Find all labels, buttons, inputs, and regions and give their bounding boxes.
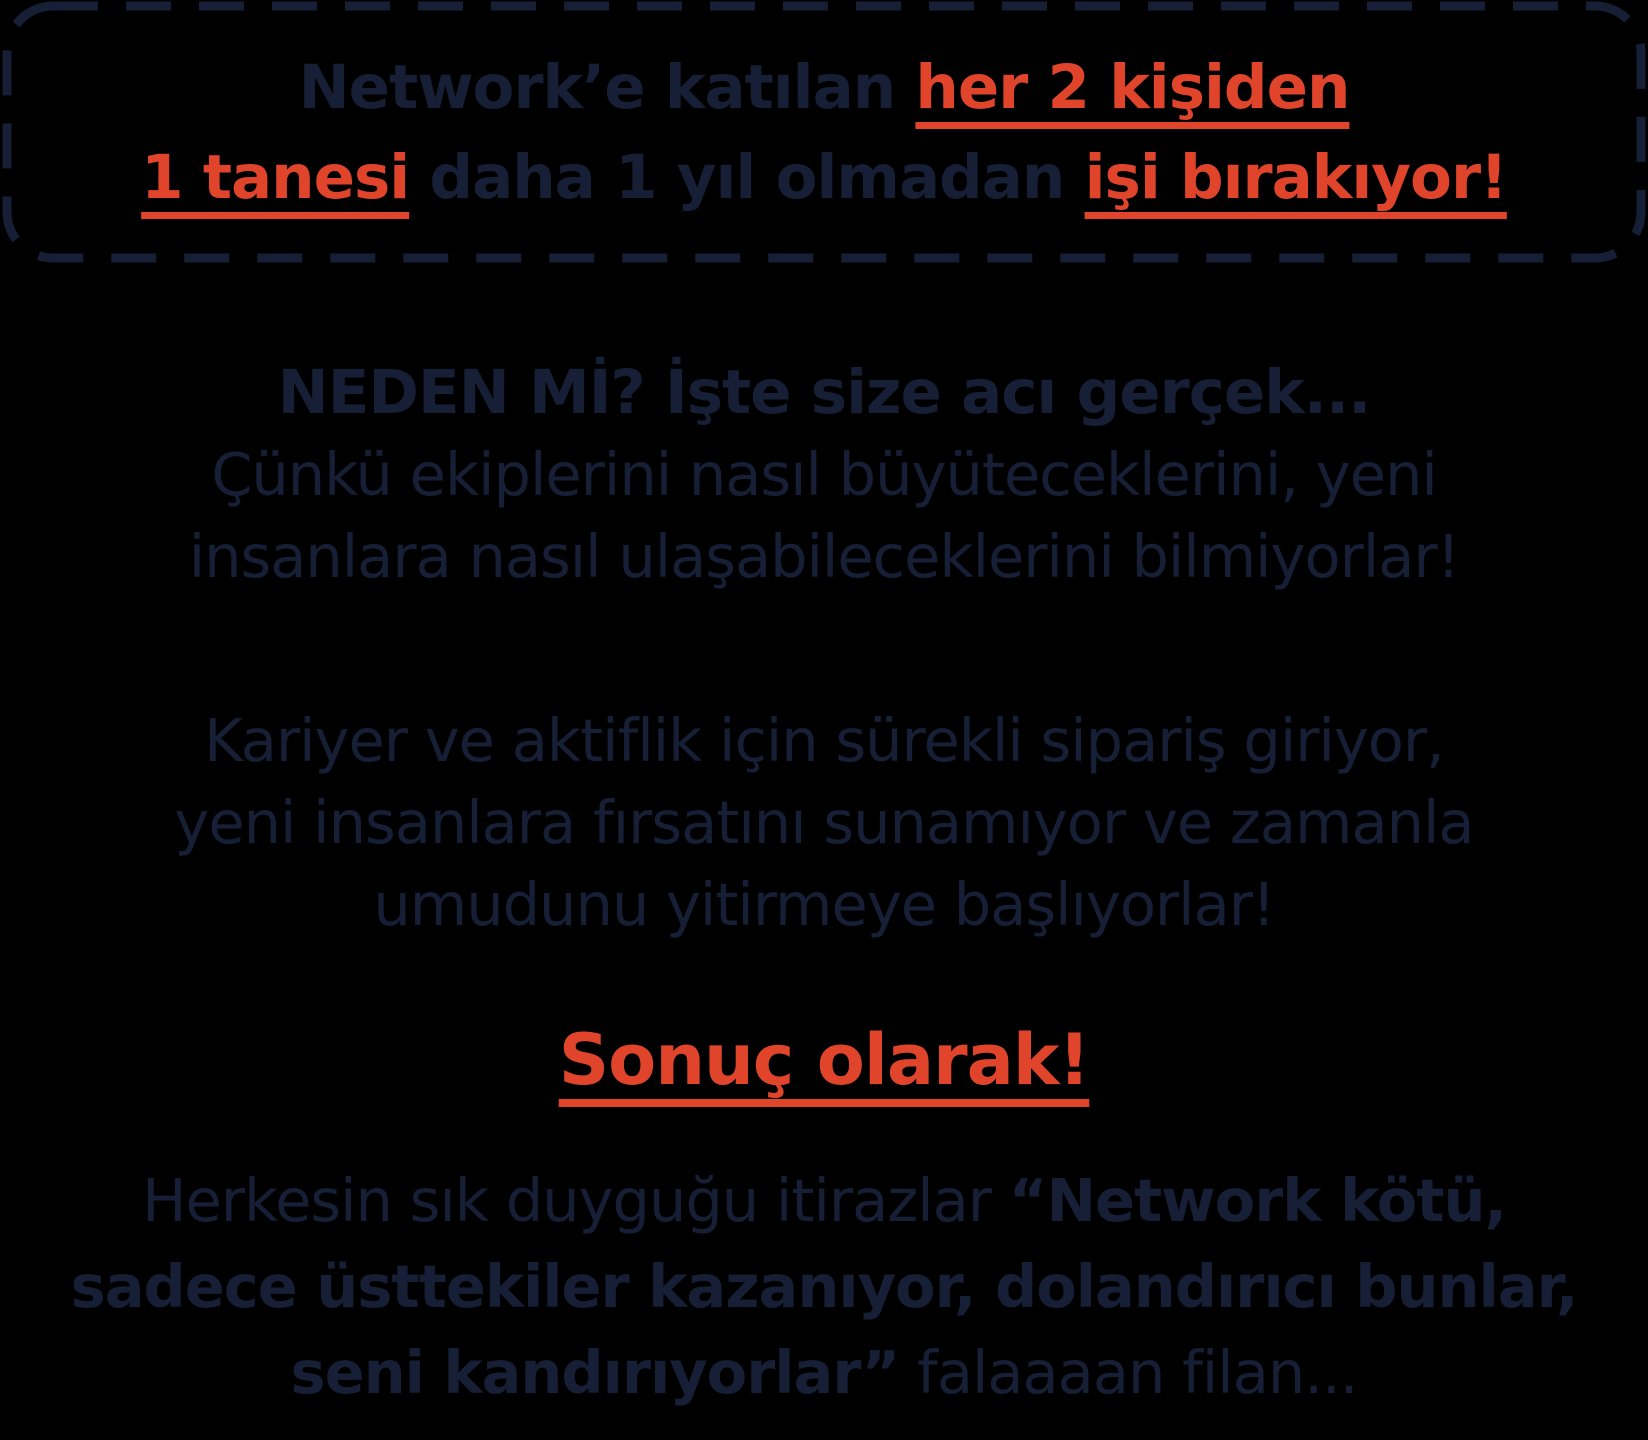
why-section xyxy=(0,352,1648,598)
career-section xyxy=(0,700,1648,946)
career-line-3: umudunu yitirmeye başlıyorlar! xyxy=(373,870,1275,939)
hero-dark-text-1: Network’e katılan xyxy=(298,52,916,123)
hero-headline xyxy=(0,0,1648,266)
hero-highlight-1: her 2 kişiden xyxy=(915,52,1350,123)
objections-line3-bold: seni kandırıyorlar” xyxy=(290,1338,900,1407)
objections-line3-regular: falaaaan filan... xyxy=(899,1338,1358,1407)
hero-headline-line-1 xyxy=(299,43,1350,133)
hero-highlight-3: işi bırakıyor! xyxy=(1084,142,1507,213)
why-line-1: Çünkü ekiplerini nasıl büyüteceklerini, yeni xyxy=(211,440,1437,509)
career-line-1: Kariyer ve aktiflik için sürekli sipariş giriyor, xyxy=(204,706,1444,775)
hero-dashed-box xyxy=(0,0,1648,266)
objections-line-2: sadece üsttekiler kazanıyor, dolandırıcı bunlar, xyxy=(70,1252,1578,1321)
hero-dark-text-2: daha 1 yıl olmadan xyxy=(409,142,1085,213)
why-line-2: insanlara nasıl ulaşabileceklerini bilmiyorlar! xyxy=(188,522,1460,591)
objections-line1-regular: Herkesin sık duyguğu itirazlar xyxy=(142,1166,1009,1235)
result-section xyxy=(0,1012,1648,1108)
objections-line-1 xyxy=(0,1158,1648,1244)
career-line-2: yeni insanlara fırsatını sunamıyor ve zamanla xyxy=(174,788,1474,857)
hero-highlight-2: 1 tanesi xyxy=(141,142,410,213)
objections-line1-bold: “Network kötü, xyxy=(1008,1166,1506,1235)
result-heading: Sonuç olarak! xyxy=(558,1019,1090,1101)
objections-section xyxy=(0,1158,1648,1416)
objections-line-3 xyxy=(0,1330,1648,1416)
why-heading: NEDEN Mİ? İşte size acı gerçek... xyxy=(277,357,1371,428)
hero-headline-line-2 xyxy=(141,133,1507,223)
